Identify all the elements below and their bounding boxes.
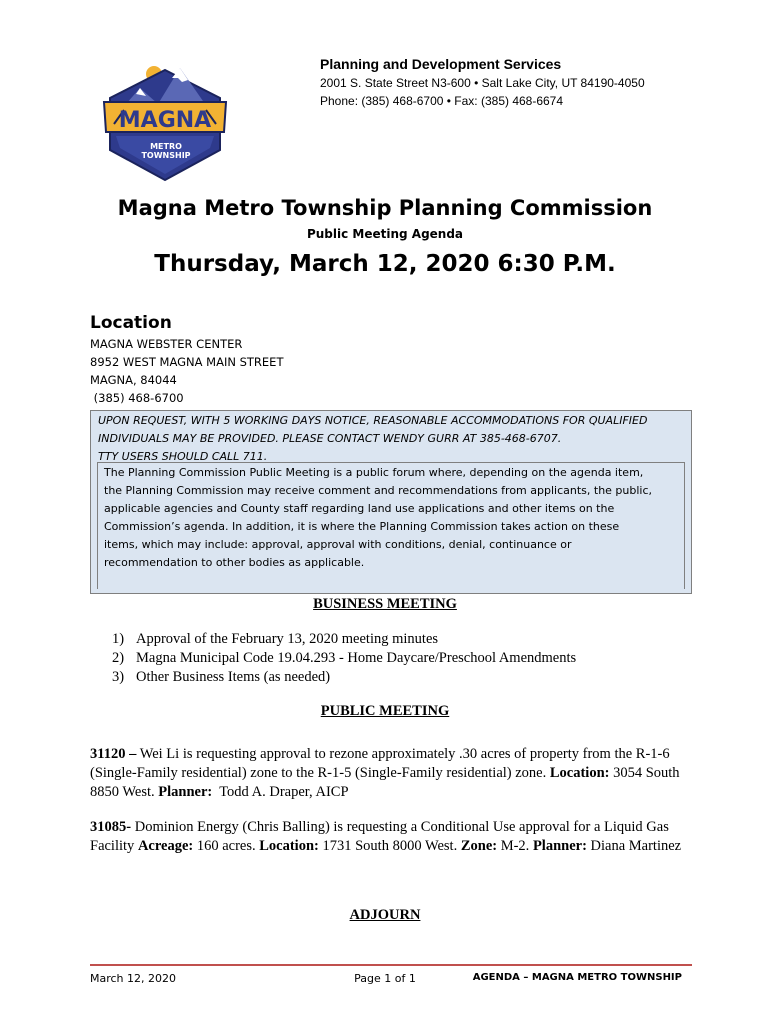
agenda-item-text: Other Business Items (as needed) [136,669,331,685]
agenda-item-number: 2) [112,650,125,666]
item-acreage: 160 acres. [193,838,260,854]
location-label: Location: [259,838,319,854]
location-line: MAGNA WEBSTER CENTER [90,337,243,351]
adjourn-heading: ADJOURN [349,907,421,923]
page-subtitle: Public Meeting Agenda [306,227,464,241]
agenda-item [112,669,330,686]
planner-label: Planner: [532,838,587,854]
notice-text-line: applicable agencies and County staff regarding land use applications and other items on the [104,502,615,515]
public-meeting-heading: PUBLIC MEETING [320,703,450,719]
meeting-date: Thursday, March 12, 2020 6:30 P.M. [154,251,616,277]
location-label: Location: [549,765,610,781]
agenda-item-text: Magna Municipal Code 19.04.293 - Home Daycare/Preschool Amendments [136,650,577,666]
logo-subtext: METRO TOWNSHIP [141,142,191,160]
footer-divider [90,964,692,966]
footer-page-number: Page 1 of 1 [354,972,416,985]
item-id: 31085- [90,819,132,835]
notice-text-line: items, which may include: approval, approval with conditions, denial, continuance or [104,538,572,551]
item-text: Dominion Energy (Chris Balling) is requesting a Conditional Use approval for a Liquid Gas Facility [90,819,669,854]
agenda-item-number: 3) [112,669,125,685]
location-line: 8952 WEST MAGNA MAIN STREET [90,355,284,369]
notice-text-line: The Planning Commission Public Meeting is a public forum where, depending on the agenda item, [104,466,644,479]
acreage-label: Acreage: [137,838,194,854]
org-phone-fax: Phone: (385) 468-6700 • Fax: (385) 468-6674 [320,94,564,108]
notice-text-line: the Planning Commission may receive comment and recommendations from applicants, the public, [104,484,653,497]
public-item-31085 [90,818,690,856]
item-planner: Todd A. Draper, AICP [212,784,349,800]
location-line: MAGNA, 84044 [90,373,177,387]
agenda-item-number: 1) [112,631,125,647]
item-planner: Diana Martinez [586,838,682,854]
agenda-item [112,650,576,667]
item-text: Wei Li is requesting approval to rezone approximately .30 acres of property from the R-1-6 (Single-Family residential) zone to the R-1-5 (Single-Family residential) zone. [90,746,670,781]
item-zone: M-2. [497,838,533,854]
accommodation-notice-line: INDIVIDUALS MAY BE PROVIDED. PLEASE CONTACT WENDY GURR AT 385-468-6707. [98,432,562,445]
zone-label: Zone: [460,838,498,854]
location-heading: Location [90,313,172,333]
page-title: Magna Metro Township Planning Commission [117,196,653,220]
org-address: 2001 S. State Street N3-600 • Salt Lake City, UT 84190-4050 [320,76,645,90]
business-meeting-heading: BUSINESS MEETING [313,596,457,612]
logo-text: MAGNA [118,108,212,133]
footer-date: March 12, 2020 [90,972,177,985]
township-logo [100,58,230,183]
item-location: 3054 South 8850 West. [90,765,680,800]
agenda-item-text: Approval of the February 13, 2020 meeting minutes [136,631,439,647]
notice-text-line: recommendation to other bodies as applicable. [104,556,365,569]
notice-text-line: Commission’s agenda. In addition, it is where the Planning Commission takes action on these [104,520,620,533]
accommodation-notice-line: UPON REQUEST, WITH 5 WORKING DAYS NOTICE, REASONABLE ACCOMMODATIONS FOR QUALIFIED [98,414,648,427]
accommodation-notice-line: TTY USERS SHOULD CALL 711. [98,450,268,463]
item-id: 31120 – [90,746,137,762]
agenda-item [112,631,438,648]
org-name: Planning and Development Services [320,56,562,72]
footer-doc-title: AGENDA – MAGNA METRO TOWNSHIP [472,972,682,983]
item-location: 1731 South 8000 West. [318,838,461,854]
planner-label: Planner: [158,784,213,800]
public-item-31120 [90,745,690,802]
location-line: (385) 468-6700 [90,391,184,405]
